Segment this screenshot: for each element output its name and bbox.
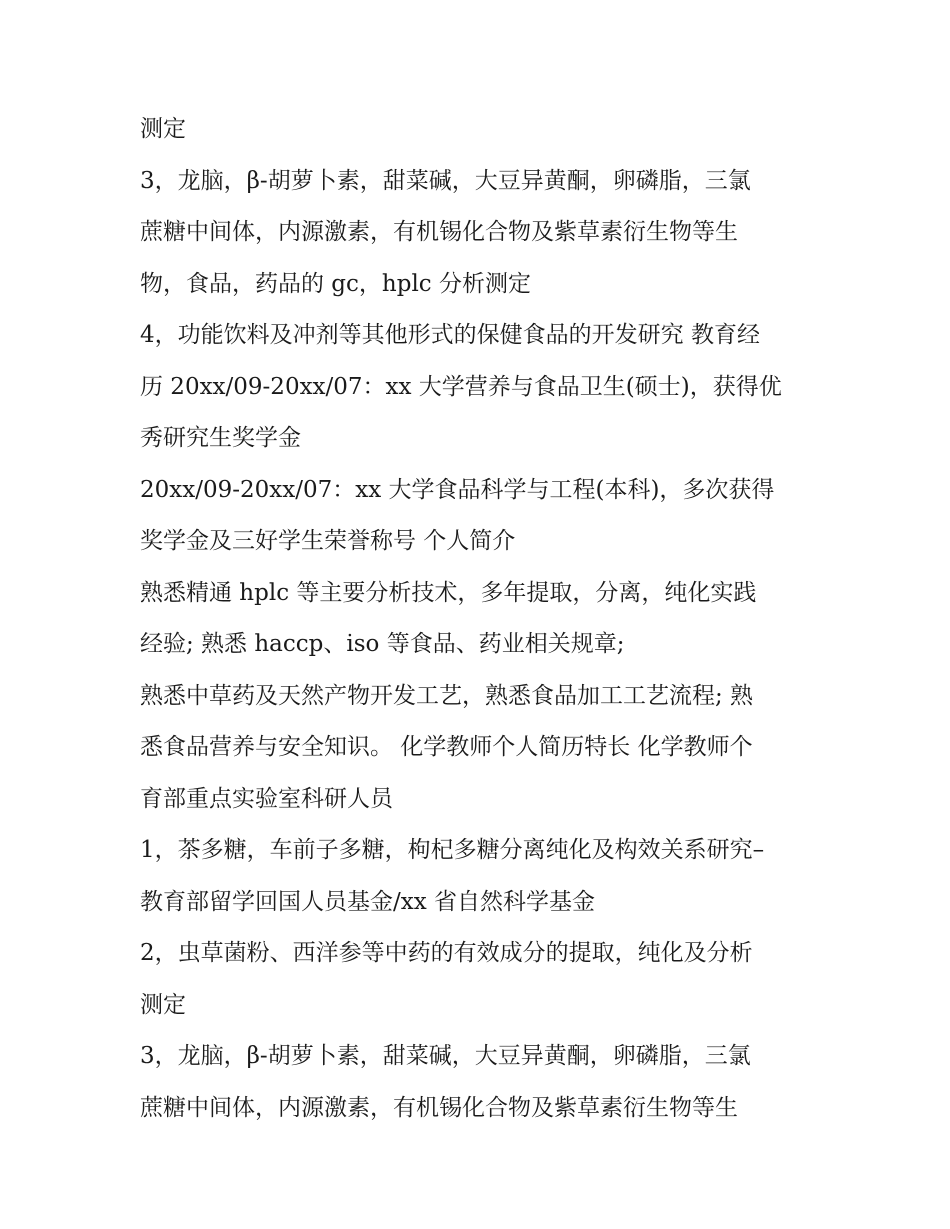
text-line: 历 20xx/09-20xx/07：xx 大学营养与食品卫生(硕士)，获得优 (140, 373, 782, 400)
text-line: 3，龙脑，β-胡萝卜素，甜菜碱，大豆异黄酮，卵磷脂，三氯 (140, 167, 751, 194)
text-line: 育部重点实验室科研人员 (140, 785, 393, 812)
text-line: 4，功能饮料及冲剂等其他形式的保健食品的开发研究 教育经 (140, 322, 760, 348)
text-line: 经验; 熟悉 haccp、iso 等食品、药业相关规章; (140, 631, 625, 657)
text-line: 1，茶多糖，车前子多糖，枸杞多糖分离纯化及构效关系研究– (140, 837, 765, 863)
text-line: 悉食品营养与安全知识。 化学教师个人简历特长 化学教师个 (140, 734, 753, 760)
text-line: 3，龙脑，β-胡萝卜素，甜菜碱，大豆异黄酮，卵磷脂，三氯 (140, 1043, 751, 1069)
text-line: 测定 (140, 116, 186, 142)
text-line: 教育部留学回国人员基金/xx 省自然科学基金 (140, 888, 596, 915)
text-line: 熟悉精通 hplc 等主要分析技术，多年提取，分离，纯化实践 (140, 579, 757, 606)
document-body (140, 104, 820, 1134)
text-line: 物，食品，药品的 gc，hplc 分析测定 (140, 270, 531, 297)
text-line: 秀研究生奖学金 (140, 425, 301, 451)
text-line: 熟悉中草药及天然产物开发工艺，熟悉食品加工工艺流程; 熟 (140, 682, 754, 709)
text-line: 2，虫草菌粉、西洋参等中药的有效成分的提取，纯化及分析 (140, 940, 753, 966)
text-line: 20xx/09-20xx/07：xx 大学食品科学与工程(本科)，多次获得 (140, 476, 775, 503)
text-line: 测定 (140, 991, 186, 1018)
text-line: 蔗糖中间体，内源激素，有机锡化合物及紫草素衍生物等生 (140, 219, 738, 245)
text-line: 奖学金及三好学生荣誉称号 个人简介 (140, 528, 516, 554)
text-line: 蔗糖中间体，内源激素，有机锡化合物及紫草素衍生物等生 (140, 1094, 738, 1121)
